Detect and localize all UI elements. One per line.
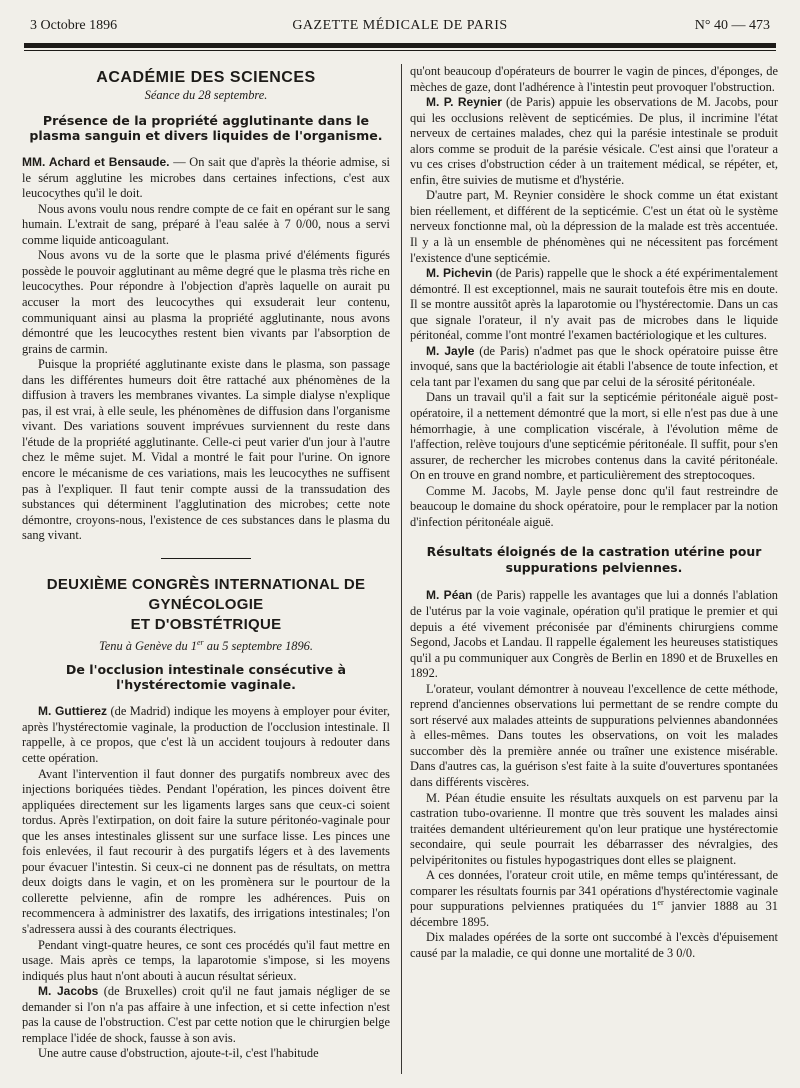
paragraph: Avant l'intervention il faut donner des purgatifs nombreux avec des injections boriquées tièdes. Pendant l'opération, les pinces doivent être appliquées directement sur les ligaments larges sans que ceux-ci soient tordus. Après l'extirpation, on doit faire la suture péritonéo-vaginale pour que les anses intestinales glissent sur une surface lisse. Les pinces une fois enlevées, il faut recourir à des purgatifs légers et à des lavements pour évacuer l'intestin. Si ceux-ci ne donnent pas de résultats, on mettra deux doigts dans le vagin, et on les promènera sur le pourtour de la collerette pelvienne, afin de rompre les adhérences. Puis on recommencera à administrer des laxatifs, des irrigations intestinales; l'on s'adressera aussi à des courants électriques. (22, 766, 390, 936)
section-title-congres (22, 575, 390, 635)
section-separator (161, 558, 251, 559)
paragraph (410, 588, 778, 681)
paragraph: L'orateur, voulant démontrer à nouveau l'excellence de cette méthode, reprend d'anciennes observations lui permettant de se rendre compte du sort réservé aux malades atteints de suppurations pelviennes abandonnées à elles-mêmes. Dans toutes les observations, on voit les malades succomber dès la première année ou traîner une existence misérable. Dans d'autres cas, la guérison s'est faite à la suite d'ouvertures spontanées dans différents viscères. (410, 681, 778, 789)
ordinal-sup: er (657, 898, 664, 908)
paragraph (410, 868, 778, 930)
author-name: M. Pichevin (426, 266, 493, 281)
paragraph: Dans un travail qu'il a fait sur la septicémie péritonéale aiguë post-opératoire, il a nettement démontré que la mort, si elle n'est pas due à une hémorrhagie, à une complication viscérale, à l'évolution même de l'affection, relève toujours d'une septicémie péritonéale. Il suffit, pour s'en assurer, de rechercher les microbes contenus dans la cavité péritonéale. On en trouve en grand nombre, et particulièrement des streptocoques. (410, 390, 778, 483)
paragraph (410, 95, 778, 188)
congres-title-line-2: ET D'OBSTÉTRIQUE (130, 615, 282, 633)
author-name: M. Guttierez (38, 704, 108, 719)
dates-text: au 5 septembre 1896. (203, 638, 313, 653)
paragraph: qu'ont beaucoup d'opérateurs de bourrer le vagin de pinces, d'éponges, de mèches de gaze, dont l'adhérence à l'intestin peut provoquer l'obstruction. (410, 64, 778, 94)
paragraph-text: A ces données, l'orateur croit utile, en même temps qu'intéressant, de comparer les résultats fournis par 341 opérations d'hystérectomie vaginale pour suppurations pelviennes pratiquées du 1 (410, 868, 778, 914)
paragraph: Une autre cause d'obstruction, ajoute-t-il, c'est l'habitude (38, 1046, 319, 1061)
issue-date: 3 Octobre 1896 (30, 18, 118, 33)
article-title-agglutinante: Présence de la propriété agglutinante dans le plasma sanguin et divers liquides de l'organisme. (29, 113, 383, 144)
dates-text: Tenu à Genève du 1 (99, 638, 197, 653)
ordinal-sup: er (196, 637, 204, 647)
paragraph: Nous avons voulu nous rendre compte de ce fait en opérant sur le sang humain. L'extrait de sang, préparé à l'eau salée à 7 0/00, nous a servi comme liquide anticoagulant. (22, 201, 390, 247)
paragraph (410, 266, 778, 344)
paragraph-text: (de Paris) appuie les observations de M. Jacobs, pour qui les occlusions relèvent de septicémies. De plus, il incrimine l'état nerveux de certaines malades, chez qui la parésie intestinale se produit alors comme se produit de la parésie vésicale. C'est ainsi que l'orateur a vu ces crises d'obstruction céder à un traitement médical, se répéter, et, enfin, être suivies de mutisme et d'hystérie. (410, 95, 778, 187)
paragraph-text: (de Paris) rappelle que le shock a été expérimentalement démontré. Il est exceptionnel, mais ne saurait toutefois être mis en doute. Il se montre aussitôt après la laparotomie ou l'hystérectomie. Dans un cas que signale l'orateur, il n'y avait pas de microbes dans le liquide péritonéal, comme l'ont montré l'examen bactériologique et les cultures. (410, 266, 778, 343)
right-column (410, 64, 778, 962)
paragraph-text: (de Bruxelles) croit qu'il ne faut jamais négliger de se demander si l'on n'a pas affaire à une infection, et si cette infection n'est pas la cause de l'obstruction. C'est par cette notion que le chirurgien belge remplace l'idée de shock, fausse à son avis. (22, 984, 390, 1045)
journal-title: GAZETTE MÉDICALE DE PARIS (292, 18, 508, 33)
header-thin-rule (24, 50, 776, 51)
paragraph: M. Péan étudie ensuite les résultats auxquels on est parvenu par la castration tubo-ovarienne. Il montre que très souvent les malades ainsi traitées demandent ultérieurement qu'on leur pratique une hystérectomie secondaire, qui seule pourrait les débarrasser des névralgies, des pelvipéritonites ou fistules hypogastriques dont elles se plaignent. (410, 790, 778, 867)
section-title-academie: ACADÉMIE DES SCIENCES (96, 69, 316, 86)
paragraph (410, 344, 778, 391)
congres-title-line-1: DEUXIÈME CONGRÈS INTERNATIONAL DE GYNÉCOLOGIE (46, 575, 366, 613)
paragraph (22, 704, 390, 766)
paragraph: Dix malades opérées de la sorte ont succombé à l'excès d'épuisement causé par la maladie, ce qui donne une mortalité de 3 0/0. (410, 930, 778, 960)
congres-dates (22, 639, 390, 655)
author-name: M. Jacobs (38, 984, 99, 999)
page-header (30, 18, 770, 40)
paragraph-text: — On sait que d'après la théorie admise, si le sérum agglutine les microbes dans certaines infections, c'est aux leucocythes qu'il le doit. (22, 155, 390, 201)
paragraph-text: (de Paris) rappelle les avantages que lui a donnés l'ablation de l'utérus par la voie vaginale, opération qu'il pratique le premier et qui depuis a été vivement préconisée par d'éminents chirurgiens comme Segond, Jacobs et Landau. Il rappelle également les heureuses statistiques qu'il a pu communiquer aux Congrès de Berlin en 1890 et de Bruxelles en 1892. (410, 588, 778, 681)
paragraph-text: (de Madrid) indique les moyens à employer pour éviter, après l'hystérectomie vaginale, la production de l'occlusion intestinale. Il rappelle, à ce propos, que c'est là un accident toujours à redouter dans cette opération. (22, 704, 390, 765)
author-names: MM. Achard et Bensaude. (22, 155, 170, 170)
paragraph-text: janvier 1888 au 31 décembre 1895. (410, 899, 778, 929)
paragraph (22, 984, 390, 1046)
author-name: M. Jayle (426, 343, 475, 358)
header-thick-rule (24, 43, 776, 48)
article-title-castration: Résultats éloignés de la castration utérine pour suppurations pelviennes. (426, 544, 762, 576)
left-column (22, 62, 390, 1062)
author-name: M. P. Reynier (426, 95, 502, 110)
paragraph: Pendant vingt-quatre heures, ce sont ces procédés qu'il faut mettre en usage. Mais après ce temps, la laparotomie s'impose, si les moyens indiqués plus haut n'ont abouti à aucun résultat sérieux. (22, 937, 390, 983)
paragraph: Puisque la propriété agglutinante existe dans le plasma, son passage dans les différentes humeurs doit être rattaché aux phénomènes de la diffusion à travers les membranes vivantes. La simple dialyse n'explique pas, il est vrai, à elle seule, les phénomènes de diffusion dans l'organisme vivant. Des variations souvent imprévues surviennent du reste dans l'étude de la propriété agglutinante. Celle-ci peut varier d'un jour à l'autre chez le même sujet. M. Vidal a montré le fait pour l'urine. On ignore encore le mécanisme de ces variations, mais les leucocythes ne suffisent pas à l'expliquer. Il faut tenir compte aussi de la transsudation des substances qui déterminent l'agglutination des microbes; cette note démontre, croyons-nous, l'existence de ces substances dans le plasma du sang vivant. (22, 357, 390, 543)
paragraph: Nous avons vu de la sorte que le plasma privé d'éléments figurés possède le pouvoir agglutinant au même degré que le plasma très riche en leucocythes. Pour répondre à l'objection d'après laquelle on aurait pu accuser la mort des leucocythes qui exsuderait leur contenu, communiquant ainsi au plasma la propriété agglutinante, nous avons démontré que les leucocythes restent bien vivants par l'absorption de grains de carmin. (22, 248, 390, 356)
article-title-occlusion: De l'occlusion intestinale consécutive à l'hystérectomie vaginale. (65, 662, 347, 693)
author-name: M. Péan (426, 588, 473, 603)
column-divider (401, 64, 402, 1074)
page-number: N° 40 — 473 (694, 18, 770, 33)
paragraph-text: (de Paris) n'admet pas que le shock opératoire puisse être invoqué, sans que la bactériologie ait établi l'absence de toute infection, et cela tant par l'examen du sang que par celui de la sérosité péritonéale. (410, 343, 778, 389)
paragraph: Comme M. Jacobs, M. Jayle pense donc qu'il faut restreindre de beaucoup le domaine du shock opératoire, pour le remplacer par la notion d'infection péritonéale aiguë. (410, 483, 778, 529)
paragraph (22, 155, 390, 202)
seance-date: Séance du 28 septembre. (144, 87, 268, 102)
paragraph: D'autre part, M. Reynier considère le shock comme un état existant bien réellement, et différent de la septicémie. C'est un état où le système nerveux fonctionne mal, où la dépression de la malade est très accentuée. Il y a là un ensemble de phénomènes qui ne nécessitent pas forcément l'existence d'une septicémie. (410, 188, 778, 265)
